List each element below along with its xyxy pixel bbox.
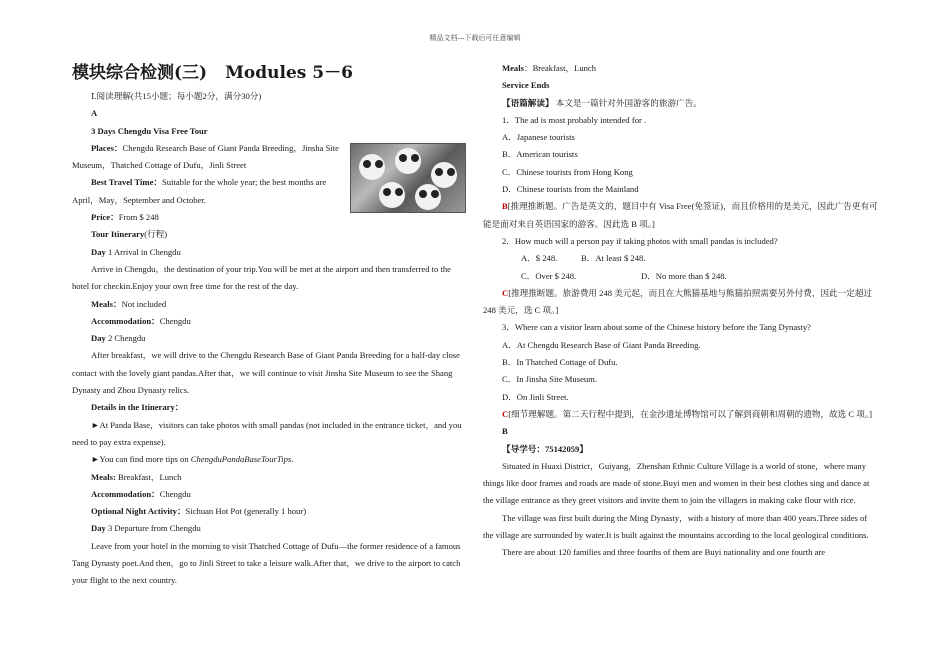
right-column bbox=[483, 60, 879, 562]
q1-answer: B bbox=[502, 201, 508, 212]
passage-b-paragraph-2: The village was first built during the Ming Dynasty，with a history of more than 400 years.Three sides of the village are surrounded by water.It is built against the mountains according to the local geological conditions. bbox=[483, 512, 869, 541]
details-heading: Details in the Itinerary： bbox=[91, 402, 184, 413]
question-1: 1．The ad is most probably intended for . bbox=[502, 114, 647, 125]
day2-body: After breakfast，we will drive to the Chengdu Research Base of Giant Panda Breeding for a half-day close contact with the lovely giant pandas.After that，we will continue to visit Jinsha Site Museum to see the Shang Dynasty and Zhou Dynasty relics. bbox=[72, 350, 460, 396]
day1-heading: Day 1 Arrival in Chengdu bbox=[91, 246, 181, 257]
panda-photo bbox=[350, 143, 466, 213]
acc1-line: Accommodation：Chengdu bbox=[91, 315, 191, 326]
ad-title: 3 Days Chengdu Visa Free Tour bbox=[91, 125, 208, 136]
q3-answer: C bbox=[502, 408, 509, 419]
itinerary-heading: Tour Itinerary(行程) bbox=[91, 229, 168, 240]
night-activity-line: Optional Night Activity：Sichuan Hot Pot (generally 1 hour) bbox=[91, 506, 307, 517]
analysis-line: 【语篇解读】 本文是一篇针对外国游客的旅游广告。 bbox=[502, 97, 702, 108]
detail-2: ►You can find more tips on ChengduPandaBaseTourTips. bbox=[91, 454, 294, 465]
title-sub: Modules 5－6 bbox=[225, 63, 353, 83]
q2-explanation: C[推理推断题。旅游费用 248 美元起，而且在大熊猫基地与熊猫拍照需要另外付费，因此一定超过 248 美元，选 C 项。] bbox=[483, 287, 873, 316]
guide-number: 【导学号：75142059】 bbox=[502, 443, 588, 454]
day3-heading: Day 3 Departure from Chengdu bbox=[91, 523, 201, 534]
q1-explanation: B[推理推断题。广告是英文的，题目中有 Visa Free(免签证)，而且价格用的是美元，因此广告更有可能是面对来自英语国家的游客。因此选 B 项。] bbox=[483, 201, 878, 229]
best-time-line: Best Travel Time：Suitable for the whole year; the best months are April，May，September and October. bbox=[72, 177, 327, 205]
passage-b-paragraph-3: There are about 120 families and three fourths of them are Buyi nationality and one fourth are bbox=[502, 547, 826, 558]
meals1-line: Meals：Not included bbox=[91, 298, 167, 309]
q3-option-a: A．At Chengdu Research Base of Giant Panda Breeding. bbox=[502, 339, 701, 350]
page-title bbox=[72, 60, 468, 86]
page-header: 精品文档---下载后可任意编辑 bbox=[429, 34, 521, 42]
q2-option-a: A．$ 248. bbox=[521, 253, 558, 264]
q2-options-cd bbox=[483, 268, 879, 285]
meals2-line: Meals: Breakfast，Lunch bbox=[91, 471, 182, 482]
places-line: Places：Chengdu Research Base of Giant Panda Breeding，Jinsha Site Museum，Thatched Cottage of Dufu，Jinli Street bbox=[72, 142, 339, 171]
passage-b-paragraph-1: Situated in Huaxi District，Guiyang，Zhenshan Ethnic Culture Village is a world of stone，where many things like door frames and roads are made of stone.Buyi men and women in their best clothes sing and dance at the village entrance as they greet visitors and invite them to join the villagers in making cake flour with rice. bbox=[483, 460, 870, 506]
q2-option-c: C．Over $ 248. bbox=[521, 270, 577, 281]
q1-option-c: C．Chinese tourists from Hong Kong bbox=[502, 166, 633, 177]
question-3: 3．Where can a visitor learn about some of the Chinese history before the Tang Dynasty? bbox=[502, 322, 811, 333]
q2-options-ab bbox=[483, 250, 879, 267]
q2-option-d: D．No more than $ 248. bbox=[641, 270, 727, 281]
title-main: 模块综合检测(三) bbox=[72, 63, 208, 83]
day1-body: Arrive in Chengdu，the destination of your trip.You will be met at the airport and then transferred to the hotel for checkin.Enjoy your own free time for the rest of the day. bbox=[72, 263, 451, 292]
passage-a-label: A bbox=[91, 108, 98, 119]
service-ends: Service Ends bbox=[502, 80, 550, 91]
q3-option-c: C．In Jinsha Site Museum. bbox=[502, 374, 598, 385]
q3-option-b: B．In Thatched Cottage of Dufu. bbox=[502, 357, 618, 368]
question-2: 2．How much will a person pay if taking photos with small pandas is included? bbox=[502, 235, 778, 246]
left-column bbox=[72, 60, 468, 590]
q3-option-d: D．On Jinli Street. bbox=[502, 391, 569, 402]
q2-answer: C bbox=[502, 287, 509, 298]
day3-body: Leave from your hotel in the morning to visit Thatched Cottage of Dufu—the former residence of a famous Tang Dynasty poet.And then，go to Jinli Street to take a leisure walk.After that，we drive to the airport to catch your flight to the next country. bbox=[72, 540, 461, 586]
q1-option-a: A．Japanese tourists bbox=[502, 132, 575, 143]
q2-option-b: B．At least $ 248. bbox=[581, 253, 646, 264]
q1-option-d: D．Chinese tourists from the Mainland bbox=[502, 184, 639, 195]
detail-1: ►At Panda Base，visitors can take photos with small pandas (not included in the entrance ticket，and you need to pay extra expense). bbox=[72, 419, 462, 447]
meals3-line: Meals：Breakfast，Lunch bbox=[502, 63, 597, 73]
day2-heading: Day 2 Chengdu bbox=[91, 333, 146, 344]
q3-explanation: C[细节理解题。第二天行程中提到，在金沙遗址博物馆可以了解到商朝和周朝的遗物，故选 C 项。] bbox=[502, 408, 873, 419]
acc2-line: Accommodation：Chengdu bbox=[91, 488, 191, 499]
price-line: Price：From $ 248 bbox=[91, 212, 159, 223]
section-intro: Ⅰ.阅读理解(共15小题；每小题2分，满分30分) bbox=[91, 91, 262, 101]
q1-option-b: B．American tourists bbox=[502, 149, 578, 160]
passage-b-label: B bbox=[502, 426, 508, 437]
